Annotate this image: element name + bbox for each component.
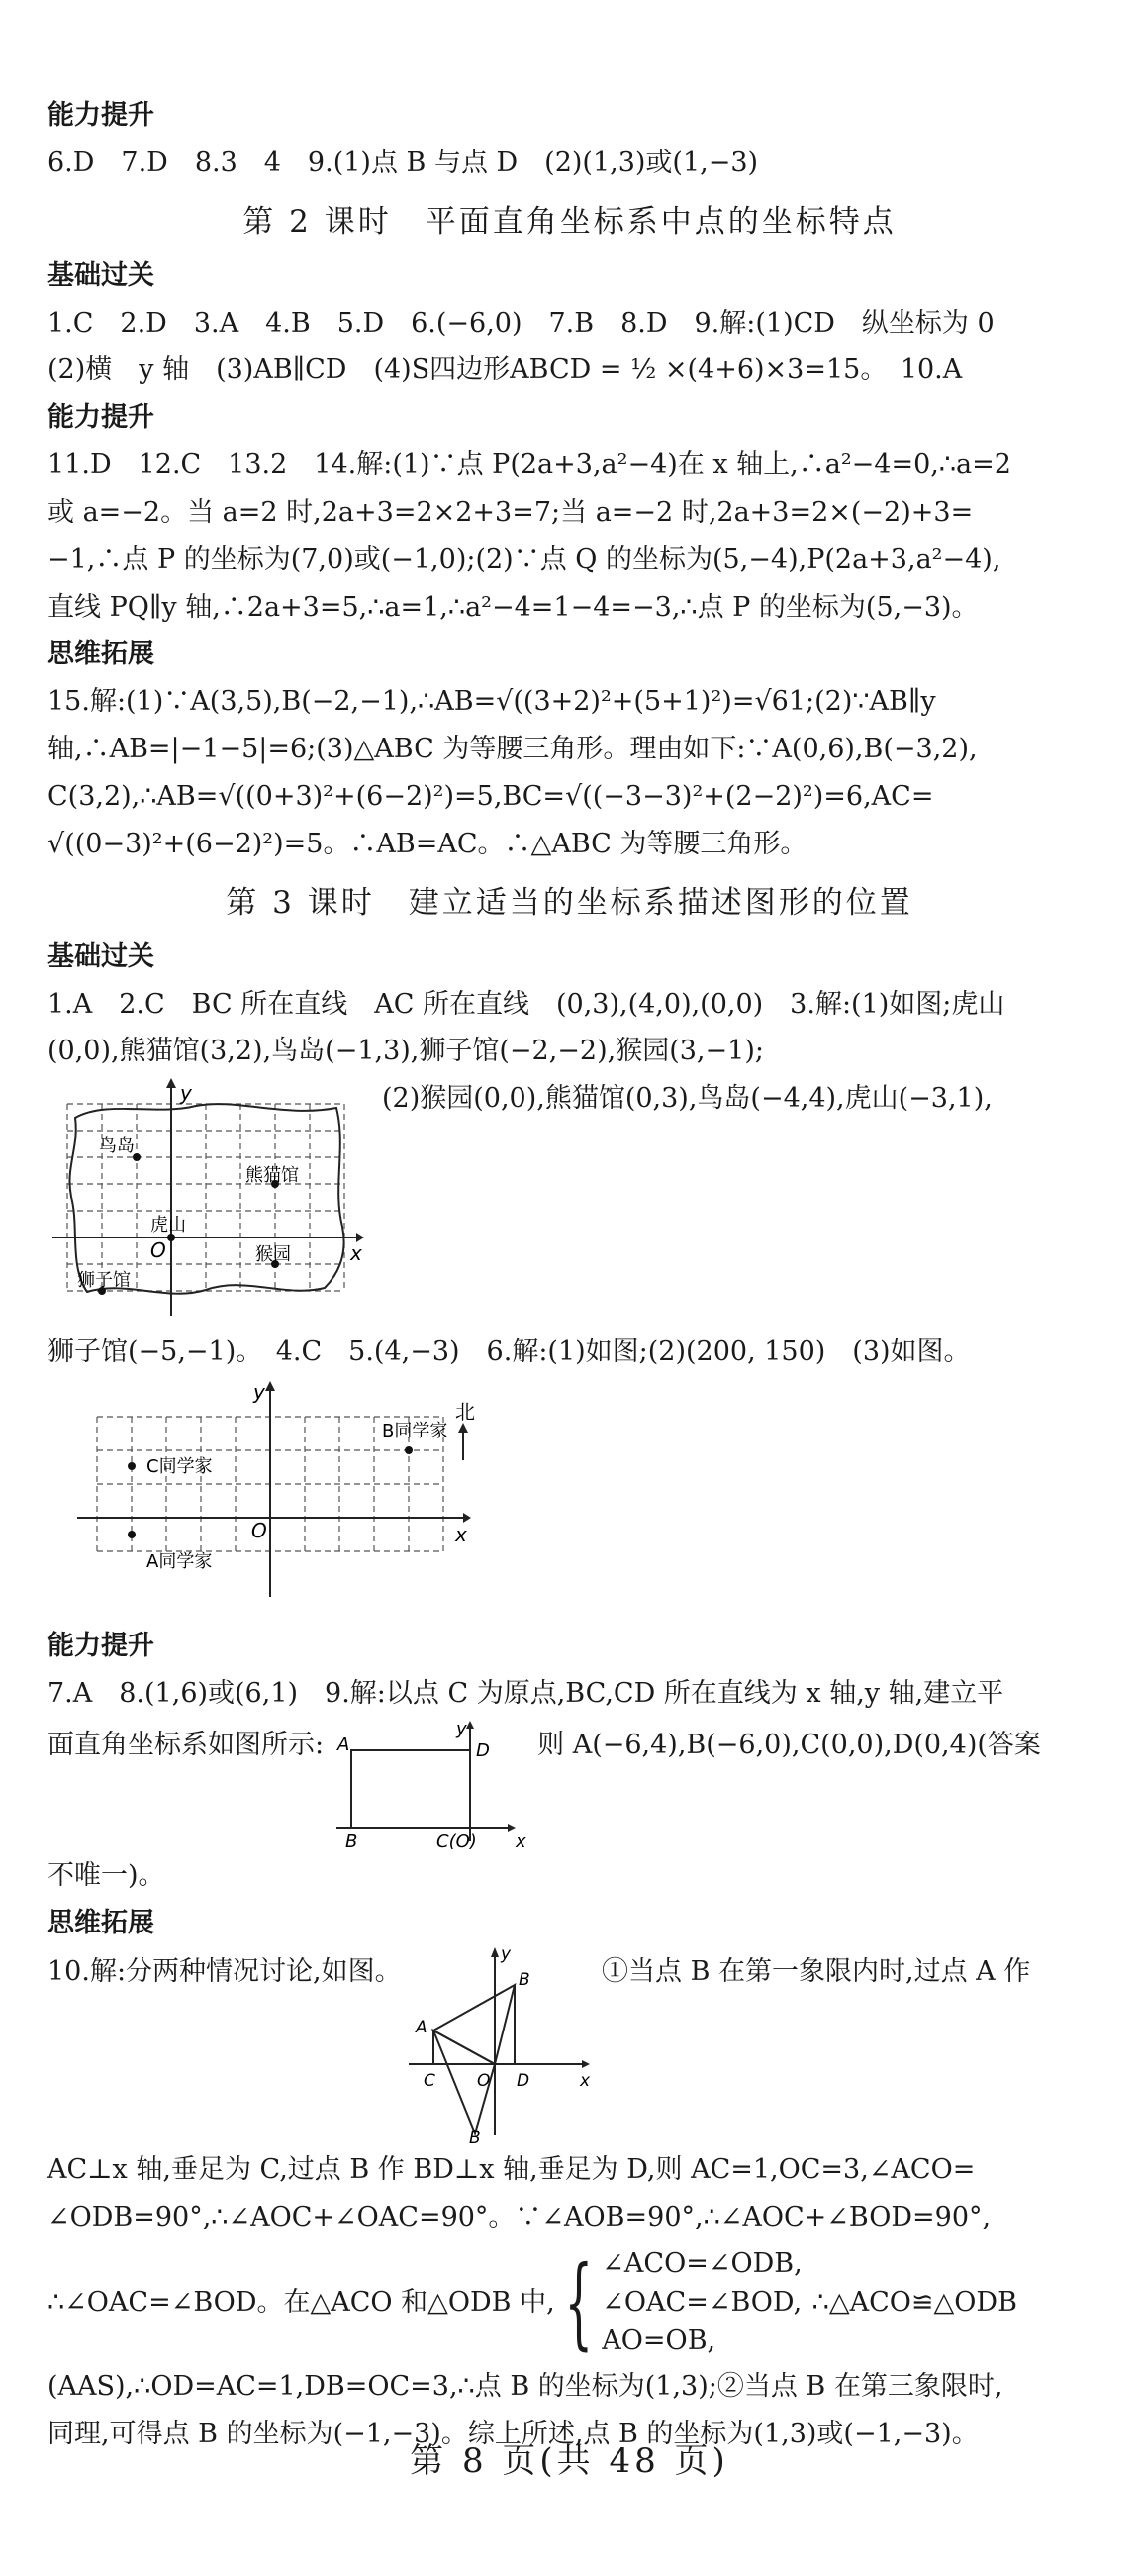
rectangle-axes-figure (332, 1721, 529, 1849)
answer-line: AC⊥x 轴,垂足为 C,过点 B 作 BD⊥x 轴,垂足为 D,则 AC=1,OC=3,∠ACO= (47, 2154, 976, 2186)
tiger-hill-label: 虎山 (150, 1215, 186, 1237)
a-home-point (128, 1531, 136, 1538)
origin-label: O (477, 2071, 491, 2092)
figure-side-text: 10.解:分两种情况讨论,如图。 (47, 1956, 402, 1988)
page-number-footer: 第 8 页(共 48 页) (410, 2441, 729, 2481)
zoo-figure-row (47, 1078, 1092, 1326)
brace-condition: ∠ACO=∠ODB, (602, 2248, 803, 2280)
section-heading-ability-3: 能力提升 (47, 1630, 154, 1661)
rectangle-figure-row (47, 1721, 1092, 1849)
point-c-label: C (424, 2071, 435, 2092)
brace-condition: AO=OB, (602, 2326, 716, 2357)
point-b-label: B (519, 1970, 530, 1991)
x-label: x (516, 1831, 526, 1849)
origin-label: O (150, 1238, 166, 1263)
zoo-map-figure (47, 1078, 364, 1326)
c-home-label: C同学家 (146, 1456, 213, 1478)
north-arrowhead-icon (458, 1423, 468, 1433)
x-label: x (455, 1523, 467, 1547)
vertex-d-label: D (476, 1739, 490, 1761)
b-home-label: B同学家 (382, 1421, 448, 1442)
y-label: y (501, 1945, 512, 1965)
answer-line: 不唯一)。 (47, 1859, 165, 1891)
y-arrow-icon (265, 1381, 275, 1391)
brace-system-row (47, 2244, 1092, 2360)
section-heading-think-3: 思维拓展 (47, 1907, 154, 1938)
zoo-boundary (69, 1104, 343, 1294)
point-d-label: D (517, 2071, 530, 2092)
brace-lead-text: ∴∠OAC=∠BOD。在△ACO 和△ODB 中, (47, 2286, 555, 2318)
classmate-homes-figure (67, 1379, 483, 1607)
lesson-3-title: 第 3 课时 建立适当的坐标系描述图形的位置 (226, 884, 913, 921)
rectangle-abcd (351, 1750, 470, 1828)
answer-line: 15.解:(1)∵A(3,5),B(−2,−1),∴AB=√((3+2)²+(5+1)²)=√61;(2)∵AB∥y (47, 686, 936, 718)
answer-line: 7.A 8.(1,6)或(6,1) 9.解:以点 C 为原点,BC,CD 所在直线为 x 轴,y 轴,建立平 (47, 1677, 1004, 1709)
panda-label: 熊猫馆 (245, 1165, 299, 1187)
vertex-b-label: B (345, 1831, 358, 1849)
north-label: 北 (455, 1400, 475, 1425)
x-arrow-icon (508, 1824, 516, 1832)
origin-label: O (251, 1519, 267, 1543)
answer-line: 轴,∴AB=|−1−5|=6;(3)△ABC 为等腰三角形。理由如下:∵A(0,6),B(−3,2), (47, 734, 978, 765)
x-label: x (350, 1241, 362, 1266)
brace-conclusion: ∴△ACO≌△ODB (811, 2286, 1017, 2318)
answer-line: ∠ODB=90°,∴∠AOC+∠OAC=90°。∵∠AOB=90°,∴∠AOC+∠BOD=90°, (47, 2202, 992, 2233)
figure-side-text: (2)猴园(0,0),熊猫馆(0,3),鸟岛(−4,4),虎山(−3,1), (382, 1083, 993, 1115)
answer-line: 同理,可得点 B 的坐标为(−1,−3)。综上所述,点 B 的坐标为(1,3)或(−1,−3)。 (47, 2419, 979, 2450)
vertex-a-label: A (337, 1734, 350, 1755)
left-brace-icon: { (564, 2243, 593, 2360)
monkey-park-label: 猴园 (255, 1244, 291, 1266)
point-a-label: A (416, 2018, 427, 2038)
x-arrow-icon (463, 1513, 471, 1523)
triangle-figure-row (47, 1945, 1092, 2143)
figure-side-text: 面直角坐标系如图所示: (47, 1729, 325, 1760)
y-arrow-icon (466, 1721, 474, 1729)
grid-lines (67, 1104, 344, 1291)
y-arrow-icon (491, 1947, 499, 1957)
answer-line: −1,∴点 P 的坐标为(7,0)或(−1,0);(2)∵点 Q 的坐标为(5,−4),P(2a+3,a²−4), (47, 544, 1001, 575)
figure-side-text: 则 A(−6,4),B(−6,0),C(0,0),D(0,4)(答案 (537, 1729, 1041, 1760)
answer-line: 1.A 2.C BC 所在直线 AC 所在直线 (0,3),(4,0),(0,0) 3.解:(1)如图;虎山 (47, 988, 1005, 1020)
brace-conditions (602, 2244, 802, 2360)
y-label: y (253, 1380, 265, 1405)
answer-line: 狮子馆(−5,−1)。 4.C 5.(4,−3) 6.解:(1)如图;(2)(200, 150) (3)如图。 (47, 1337, 971, 1368)
section-heading-basic-2: 基础过关 (47, 259, 154, 291)
lion-house-label: 狮子馆 (77, 1270, 131, 1292)
figure-side-text: ①当点 B 在第一象限内时,过点 A 作 (602, 1956, 1031, 1988)
answer-line: (0,0),熊猫馆(3,2),鸟岛(−1,3),狮子馆(−2,−2),猴园(3,−1); (47, 1036, 764, 1067)
a-home-label: A同学家 (146, 1551, 213, 1573)
answer-line: (2)横 y 轴 (3)AB∥CD (4)S四边形ABCD = ½ ×(4+6)×3=15。 10.A (47, 354, 963, 386)
x-arrow-icon (582, 2060, 590, 2068)
answer-line: 或 a=−2。当 a=2 时,2a+3=2×2+3=7;当 a=−2 时,2a+3=2×(−2)+3= (47, 496, 974, 528)
x-label: x (580, 2071, 591, 2092)
section-heading-think-2: 思维拓展 (47, 639, 154, 670)
brace-condition: ∠OAC=∠BOD, (602, 2287, 803, 2319)
lesson-2-title: 第 2 课时 平面直角坐标系中点的坐标特点 (242, 203, 897, 240)
section-heading-ability-1: 能力提升 (47, 100, 154, 131)
answer-line: 6.D 7.D 8.3 4 9.(1)点 B 与点 D (2)(1,3)或(1,−3) (47, 147, 759, 178)
vertex-c-label: C(O) (436, 1831, 477, 1849)
answer-line: 1.C 2.D 3.A 4.B 5.D 6.(−6,0) 7.B 8.D 9.解:(1)CD 纵坐标为 0 (47, 307, 995, 339)
point-b-third-label: B (469, 2129, 481, 2144)
b-home-point (405, 1446, 413, 1454)
section-heading-ability-2: 能力提升 (47, 402, 154, 434)
y-arrow-icon (166, 1078, 176, 1088)
answer-line: C(3,2),∴AB=√((0+3)²+(6−2)²)=5,BC=√((−3−3)²+(2−2)²)=6,AC= (47, 781, 934, 813)
answer-line: √((0−3)²+(6−2)²)=5。∴AB=AC。∴△ABC 为等腰三角形。 (47, 828, 807, 859)
y-label: y (456, 1720, 467, 1739)
answer-line: 直线 PQ∥y 轴,∴2a+3=5,∴a=1,∴a²−4=1−4=−3,∴点 P 的坐标为(5,−3)。 (47, 591, 979, 623)
bird-island-label: 鸟岛 (99, 1136, 135, 1157)
triangle-axes-figure (404, 1945, 602, 2143)
answer-line: 11.D 12.C 13.2 14.解:(1)∵点 P(2a+3,a²−4)在 x 轴上,∴a²−4=0,∴a=2 (47, 449, 1011, 481)
section-heading-basic-3: 基础过关 (47, 941, 154, 972)
y-label: y (180, 1081, 192, 1106)
answer-line: (AAS),∴OD=AC=1,DB=OC=3,∴点 B 的坐标为(1,3);②当点 B 在第三象限时, (47, 2371, 1003, 2403)
c-home-point (128, 1462, 136, 1470)
